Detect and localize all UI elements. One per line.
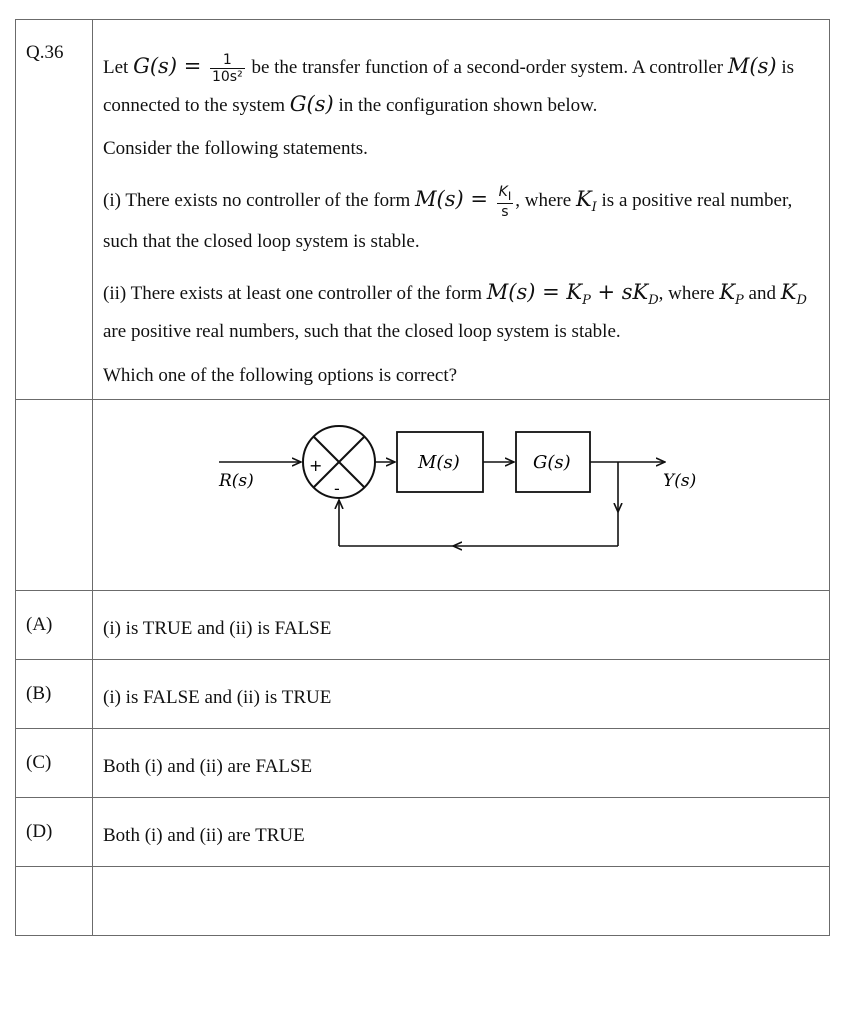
option-text: Both (i) and (ii) are FALSE	[103, 756, 313, 778]
plus-sign: +	[309, 456, 323, 475]
statement-ii: (ii) There exists at least one controller of the form $M(s) = K_P + sK_D$, where $K_P$ and $K_D$ are positive real numbers, such that the closed loop system is stable.	[103, 280, 807, 342]
block-diagram	[93, 400, 831, 580]
ki-fraction: $\frac{K_I}{s}$	[498, 183, 512, 221]
question-body-cell	[93, 20, 830, 400]
diagram-number-cell	[16, 400, 93, 591]
option-row-b	[16, 660, 830, 729]
consider-text: Consider the following statements.	[103, 138, 368, 159]
g-block-label: G(s)	[533, 452, 571, 473]
question-text	[93, 20, 829, 391]
diagram-row	[16, 400, 830, 591]
intro-paragraph: Let G(s) = $\frac{1}{\text{10s²}}$ be the transfer function of a second-order system. A controller M(s) is connected to the system G(s) in the configuration shown below.	[103, 52, 794, 116]
option-label: (B)	[26, 683, 52, 705]
option-row-c	[16, 729, 830, 798]
option-row-a	[16, 591, 830, 660]
question-number: Q.36	[26, 42, 64, 63]
summing-junction	[303, 426, 375, 498]
option-text: (i) is FALSE and (ii) is TRUE	[103, 687, 332, 709]
input-label: R(s)	[219, 471, 254, 491]
option-row-d	[16, 798, 830, 867]
question-row	[16, 20, 830, 400]
output-label: Y(s)	[663, 471, 697, 491]
question-table	[15, 19, 830, 936]
diagram-cell	[93, 400, 830, 591]
empty-row	[16, 867, 830, 936]
option-text: Both (i) and (ii) are TRUE	[103, 825, 305, 847]
minus-sign: -	[334, 479, 340, 498]
option-text: (i) is TRUE and (ii) is FALSE	[103, 618, 332, 640]
question-number-cell	[16, 20, 93, 400]
statement-i: (i) There exists no controller of the form M(s) = $\frac{K_I}{s}$ , where $K_I$ is a positive real number, such that the closed loop system is stable.	[103, 183, 793, 253]
option-label: (A)	[26, 614, 53, 636]
option-label: (C)	[26, 752, 52, 774]
m-block-label: M(s)	[418, 452, 460, 473]
question-ask: Which one of the following options is correct?	[103, 364, 458, 386]
g-fraction: $\frac{1}{\text{10s²}}$	[211, 52, 243, 86]
option-label: (D)	[26, 821, 53, 843]
